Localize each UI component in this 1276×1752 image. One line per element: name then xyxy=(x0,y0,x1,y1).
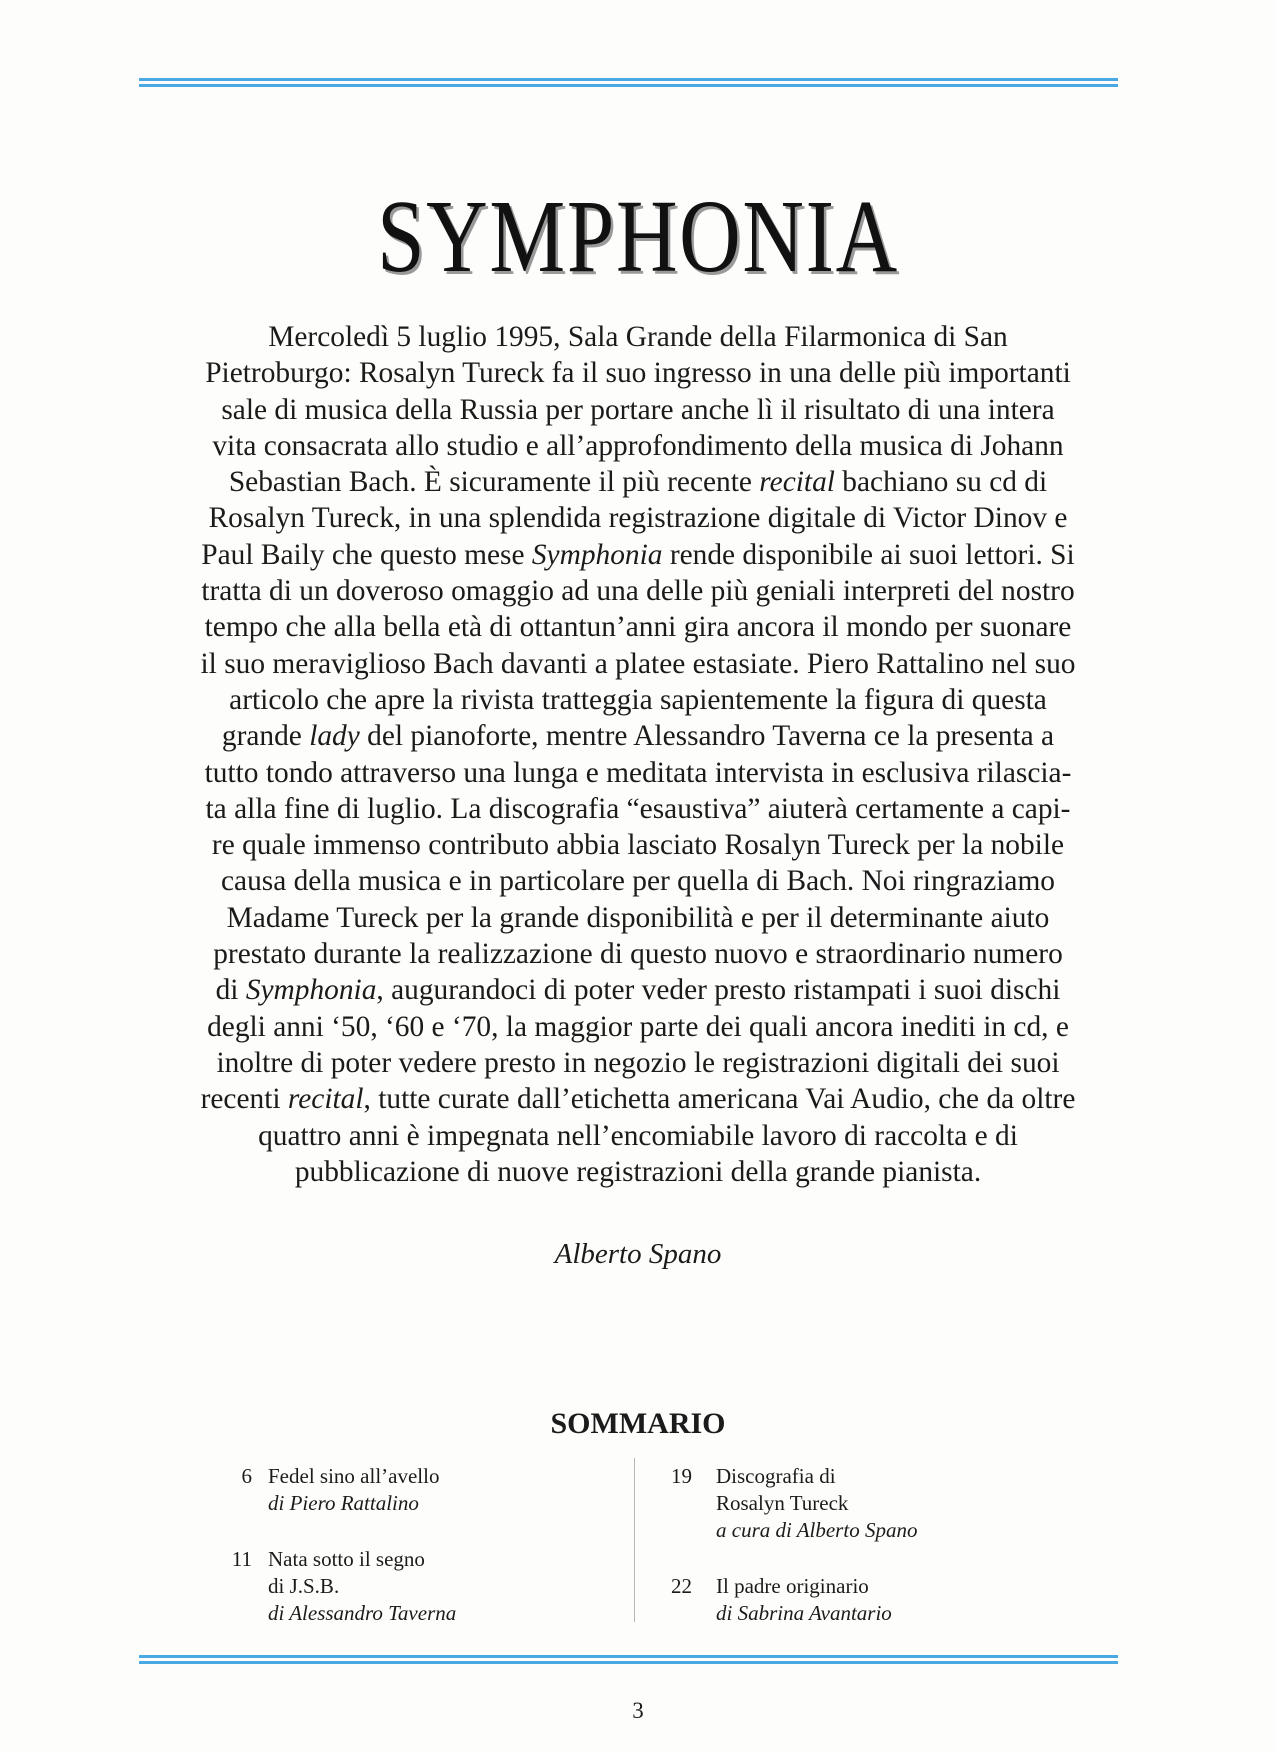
text-run: Rosalyn Tureck, in una splendida registrazione digitale di Victor Dinov e xyxy=(208,502,1068,535)
editorial-line xyxy=(130,791,1146,827)
text-run: il suo meraviglioso Bach davanti a platee estasiate. Piero Rattalino nel suo xyxy=(200,647,1076,680)
italic-term: recital xyxy=(287,1083,364,1116)
text-run: recenti xyxy=(200,1083,288,1116)
editorial-line xyxy=(130,1009,1146,1045)
editorial-line xyxy=(130,537,1146,573)
editorial-line xyxy=(130,319,1146,355)
text-run: tempo che alla bella età di ottantun’anni gira ancora il mondo per suonare xyxy=(204,611,1072,644)
entry-title: Discografia di xyxy=(716,1464,836,1488)
entry-title: Nata sotto il segno xyxy=(268,1547,425,1571)
top-rule xyxy=(139,78,1118,87)
text-run: tratta di un doveroso omaggio ad una delle più geniali interpreti del nostro xyxy=(201,575,1075,608)
entry-page: 6 xyxy=(241,1464,252,1488)
editorial-line xyxy=(130,573,1146,609)
editorial-line xyxy=(130,1045,1146,1081)
text-run: ta alla fine di luglio. La discografia “esaustiva” aiuterà certamente a capi- xyxy=(205,792,1071,825)
text-run: sale di musica della Russia per portare anche lì il risultato di una intera xyxy=(221,393,1055,426)
text-run: re quale immenso contributo abbia lasciato Rosalyn Tureck per la nobile xyxy=(211,829,1065,862)
editorial-line xyxy=(130,827,1146,863)
text-run: causa della musica e in particolare per quella di Bach. Noi ringraziamo xyxy=(220,865,1056,898)
editorial-line xyxy=(130,972,1146,1008)
text-run: bachiano su cd di xyxy=(834,466,1048,499)
editorial-line xyxy=(130,1154,1146,1190)
entry-title: Il padre originario xyxy=(716,1574,869,1598)
text-run: del pianoforte, mentre Alessandro Taverna ce la presenta a xyxy=(359,720,1055,753)
text-run: pubblicazione di nuove registrazioni della grande pianista. xyxy=(294,1155,982,1188)
entry-byline: di Sabrina Avantario xyxy=(716,1601,892,1625)
entry-byline: di Piero Rattalino xyxy=(268,1491,419,1515)
italic-term: recital xyxy=(759,466,835,499)
text-run: prestato durante la realizzazione di questo nuovo e straordinario numero xyxy=(213,938,1063,971)
editorial-author: Alberto Spano xyxy=(554,1238,722,1270)
text-run: , augurandoci di poter veder presto ristampati i suoi dischi xyxy=(376,974,1061,1007)
entry-title: Rosalyn Tureck xyxy=(716,1491,849,1515)
italic-term: Symphonia xyxy=(245,974,377,1007)
sommario-heading: SOMMARIO xyxy=(550,1407,726,1440)
text-run: articolo che apre la rivista tratteggia sapientemente la figura di questa xyxy=(229,683,1047,716)
italic-term: lady xyxy=(309,720,360,753)
text-run: di xyxy=(215,974,246,1007)
text-run: rende disponibile ai suoi lettori. Si xyxy=(662,538,1075,571)
entry-title: Fedel sino all’avello xyxy=(268,1464,440,1488)
text-run: degli anni ‘50, ‘60 e ‘70, la maggior parte dei quali ancora inediti in cd, e xyxy=(207,1010,1069,1043)
editorial-line xyxy=(130,900,1146,936)
editorial-text xyxy=(130,319,1146,1190)
entry-page: 22 xyxy=(671,1574,692,1598)
entry-byline: a cura di Alberto Spano xyxy=(716,1518,918,1542)
editorial-line xyxy=(130,718,1146,754)
text-run: Sebastian Bach. È sicuramente il più recente xyxy=(228,466,760,499)
editorial-line xyxy=(130,1118,1146,1154)
text-run: , tutte curate dall’etichetta americana Vai Audio, che da oltre xyxy=(363,1083,1076,1116)
editorial-line xyxy=(130,392,1146,428)
editorial-line xyxy=(130,936,1146,972)
italic-term: Symphonia xyxy=(531,538,663,571)
editorial-line xyxy=(130,464,1146,500)
editorial-line xyxy=(130,863,1146,899)
column-divider xyxy=(634,1458,635,1622)
editorial-line xyxy=(130,355,1146,391)
editorial-line xyxy=(130,500,1146,536)
text-run: Mercoledì 5 luglio 1995, Sala Grande della Filarmonica di San xyxy=(268,321,1008,353)
entry-title: di J.S.B. xyxy=(268,1574,340,1598)
text-run: grande xyxy=(221,720,310,753)
bottom-rule xyxy=(139,1655,1118,1664)
text-run: inoltre di poter vedere presto in negozio le registrazioni digitali dei suoi xyxy=(216,1046,1060,1079)
masthead-title: SYMPHONIA xyxy=(377,178,899,294)
editorial-line xyxy=(130,755,1146,791)
editorial-line xyxy=(130,1081,1146,1117)
text-run: quattro anni è impegnata nell’encomiabile lavoro di raccolta e di xyxy=(258,1119,1018,1152)
text-run: vita consacrata allo studio e all’approfondimento della musica di Johann xyxy=(212,429,1064,462)
text-run: Madame Tureck per la grande disponibilità e per il determinante aiuto xyxy=(226,901,1050,934)
page-number: 3 xyxy=(632,1698,644,1723)
entry-page: 19 xyxy=(671,1464,692,1488)
entry-byline: di Alessandro Taverna xyxy=(268,1601,457,1625)
text-run: Pietroburgo: Rosalyn Tureck fa il suo ingresso in una delle più importanti xyxy=(205,357,1071,390)
editorial-line xyxy=(130,682,1146,718)
text-run: tutto tondo attraverso una lunga e meditata intervista in esclusiva rilascia- xyxy=(204,756,1072,789)
editorial-line xyxy=(130,609,1146,645)
text-run: Paul Baily che questo mese xyxy=(201,538,532,571)
editorial-line xyxy=(130,646,1146,682)
editorial-line xyxy=(130,428,1146,464)
entry-page: 11 xyxy=(231,1547,252,1571)
